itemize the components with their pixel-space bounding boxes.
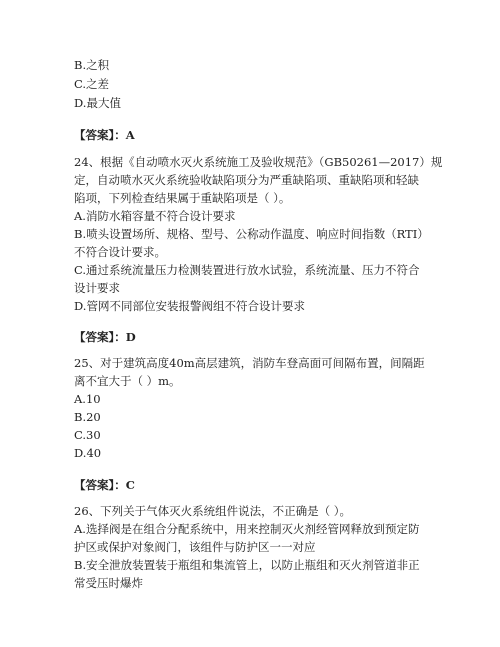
q23-answer: 【答案】：A <box>74 128 135 142</box>
q23-option-d: D.最大值 <box>74 96 121 110</box>
q24-option-b-cont: 不符合设计要求。 <box>74 245 166 259</box>
q25-option-a: A.10 <box>74 392 101 406</box>
q24-stem-line-1: 24、根据《自动喷水灭火系统施工及验收规范》（GB50261—2017）规 <box>74 155 443 169</box>
q23-option-c: C.之差 <box>74 77 110 91</box>
q26-stem: 26、下列关于气体灭火系统组件说法，不正确是（ ）。 <box>74 504 352 518</box>
q24-stem-line-3: 陷项，下列检查结果属于重缺陷项是（ ）。 <box>74 191 291 205</box>
q24-option-b: B.喷头设置场所、规格、型号、公称动作温度、响应时间指数（RTI） <box>74 227 429 241</box>
q25-stem-line-2: 离不宜大于（ ）m。 <box>74 374 181 388</box>
q25-option-d: D.40 <box>74 446 102 460</box>
q25-option-b: B.20 <box>74 410 101 424</box>
q25-answer: 【答案】：C <box>74 478 135 492</box>
q26-option-a-cont: 护区或保护对象阀门，该组件与防护区一一对应 <box>74 540 316 554</box>
q24-option-c: C.通过系统流量压力检测装置进行放水试验，系统流量、压力不符合 <box>74 263 420 277</box>
q25-stem-line-1: 25、对于建筑高度40m高层建筑，消防车登高面可间隔布置，间隔距 <box>74 356 425 370</box>
q26-option-b: B.安全泄放装置装于瓶组和集流管上，以防止瓶组和灭火剂管道非正 <box>74 558 420 572</box>
q24-stem-line-2: 定，自动喷水灭火系统验收缺陷项分为严重缺陷项、重缺陷项和轻缺 <box>74 173 419 187</box>
q24-answer: 【答案】：D <box>74 330 136 344</box>
q24-option-c-cont: 设计要求 <box>74 281 120 295</box>
q24-option-a: A.消防水箱容量不符合设计要求 <box>74 209 236 223</box>
q26-option-b-cont: 常受压时爆炸 <box>74 576 143 590</box>
q26-option-a: A.选择阀是在组合分配系统中，用来控制灭火剂经管网释放到预定防 <box>74 522 420 536</box>
q24-option-d: D.管网不同部位安装报警阀组不符合设计要求 <box>74 299 305 313</box>
q23-option-b: B.之积 <box>74 58 110 72</box>
q25-option-c: C.30 <box>74 428 101 442</box>
